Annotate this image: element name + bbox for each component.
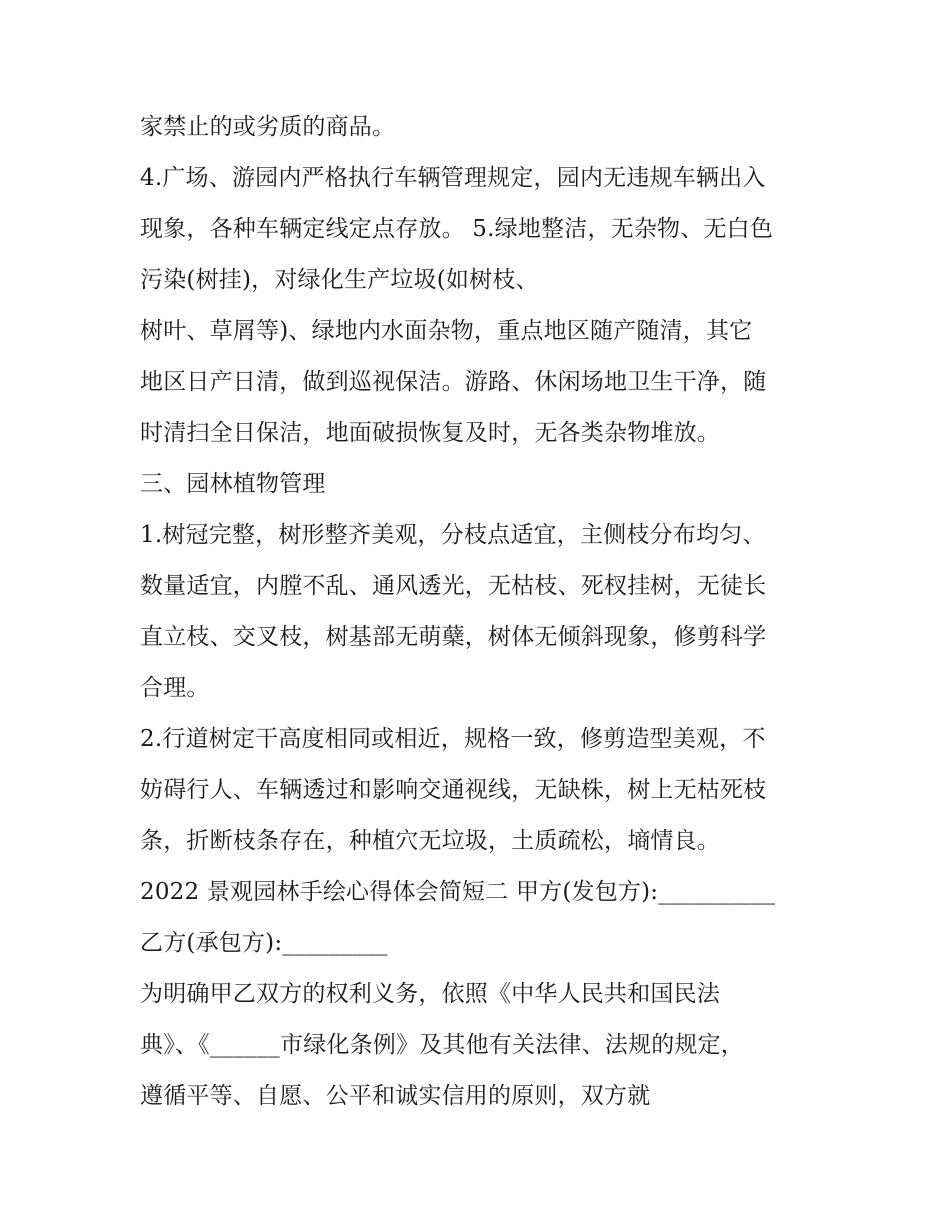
text-line: 直立枝、交叉枝，树基部无萌蘖，树体无倾斜现象，修剪科学: [140, 624, 767, 650]
text-line: 2.行道树定干高度相同或相近，规格一致，修剪造型美观，不: [140, 726, 766, 752]
text-line: 1.树冠完整，树形整齐美观，分枝点适宜，主侧枝分布均匀、: [140, 522, 766, 548]
text-line: 数量适宜，内膛不乱、通风透光，无枯枝、死杈挂树，无徒长: [140, 573, 767, 599]
section-heading: 三、园林植物管理: [140, 471, 326, 497]
text-line: 4.广场、游园内严格执行车辆管理规定，园内无违规车辆出入: [140, 165, 766, 191]
text-line: 遵循平等、自愿、公平和诚实信用的原则，双方就: [140, 1083, 651, 1109]
text-line: 污染(树挂)，对绿化生产垃圾(如树枝、: [140, 267, 539, 293]
text-line: 时清扫全日保洁，地面破损恢复及时，无各类杂物堆放。: [140, 420, 720, 446]
text-line: 家禁止的或劣质的商品。: [140, 114, 396, 140]
text-line: 合理。: [140, 675, 210, 701]
text-line: 为明确甲乙双方的权利义务，依照《中华人民共和国民法: [140, 981, 720, 1007]
text-line: 典》、《______市绿化条例》及其他有关法律、法规的规定，: [140, 1032, 744, 1058]
text-line: 乙方(承包方):_________: [140, 930, 388, 956]
text-line: 地区日产日清，做到巡视保洁。游路、休闲场地卫生干净，随: [140, 369, 767, 395]
text-line: 2022 景观园林手绘心得体会简短二 甲方(发包方):__________: [140, 879, 776, 905]
text-line: 现象，各种车辆定线定点存放。 5.绿地整洁，无杂物、无白色: [140, 216, 774, 242]
text-line: 妨碍行人、车辆透过和影响交通视线，无缺株，树上无枯死枝: [140, 777, 767, 803]
text-line: 条，折断枝条存在，种植穴无垃圾，土质疏松，墒情良。: [140, 828, 720, 854]
text-line: 树叶、草屑等)、绿地内水面杂物，重点地区随产随清，其它: [140, 318, 753, 344]
